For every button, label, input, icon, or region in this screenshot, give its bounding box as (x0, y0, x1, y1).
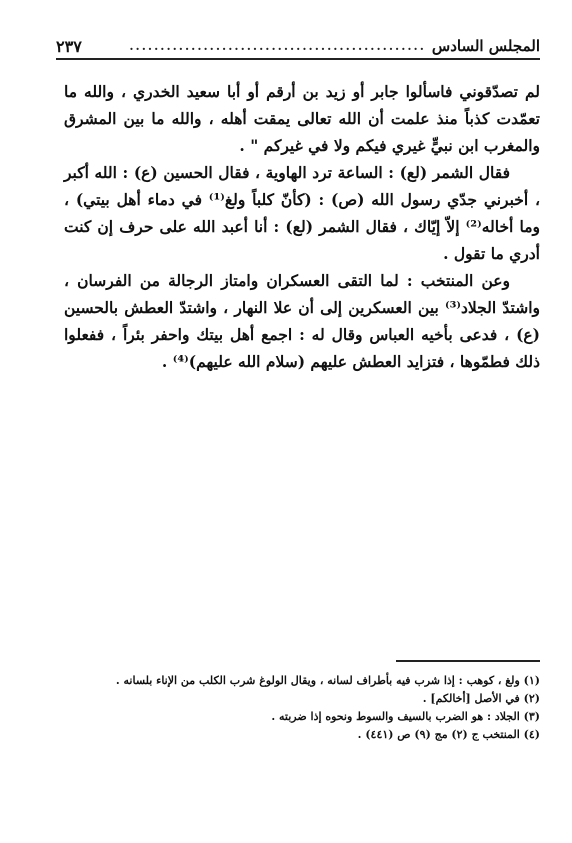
running-header (56, 34, 540, 60)
page-number: ٢٣٧ (56, 36, 82, 56)
header-leader-dots: ................................................ (129, 39, 426, 53)
footnote-4: (٤) المنتخب ج (٢) مج (٩) ص (٤٤١) . (357, 728, 540, 741)
footnote-separator (396, 660, 540, 662)
paragraph-1: لم تصدّقوني فاسألوا جابر أو زيد بن أرقم أو أبا سعيد الخدري ، والله ما تعمّدت كذباً منذ علمت أن الله تعالى يمقت أهله ، والله ما بين المشرق والمغرب ابن نبيٍّ غيري فيكم ولا في غيركم " . (64, 82, 540, 155)
footnote-2: (٢) في الأصل [أخالكم] . (422, 692, 540, 705)
main-text (64, 78, 540, 375)
footnotes (64, 672, 540, 744)
chapter-title: المجلس السادس (431, 37, 540, 55)
paragraph-3: وعن المنتخب : لما التقى العسكران وامتاز الرجالة من الفرسان ، واشتدّ الجلاد⁽³⁾ بين العسكرين إلى أن علا النهار ، واشتدّ العطش بالحسين (ع) ، فدعى بأخيه العباس وقال له : اجمع أهل بيتك واحفر بئراً ، ففعلوا ذلك فطمّوها ، فتزايد العطش عليهم (سلام الله عليهم)⁽⁴⁾ . (64, 271, 540, 371)
paragraph-2: فقال الشمر (لع) : الساعة ترد الهاوية ، فقال الحسين (ع) : الله أكبر ، أخبرني جدّي رسول الله (ص) : (كأنّ كلباً ولغ⁽¹⁾ في دماء أهل بيتي) ، وما أخاله⁽²⁾ إلاّ إيّاك ، فقال الشمر (لع) : أنا أعبد الله على حرف إن كنت أدري ما تقول . (64, 163, 540, 263)
footnote-1: (١) ولغ ، كوهب : إذا شرب فيه بأطراف لسانه ، ويقال الولوغ شرب الكلب من الإناء بلسانه . (115, 674, 540, 687)
footnote-3: (٣) الجلاد : هو الضرب بالسيف والسوط ونحوه إذا ضربته . (271, 710, 540, 723)
